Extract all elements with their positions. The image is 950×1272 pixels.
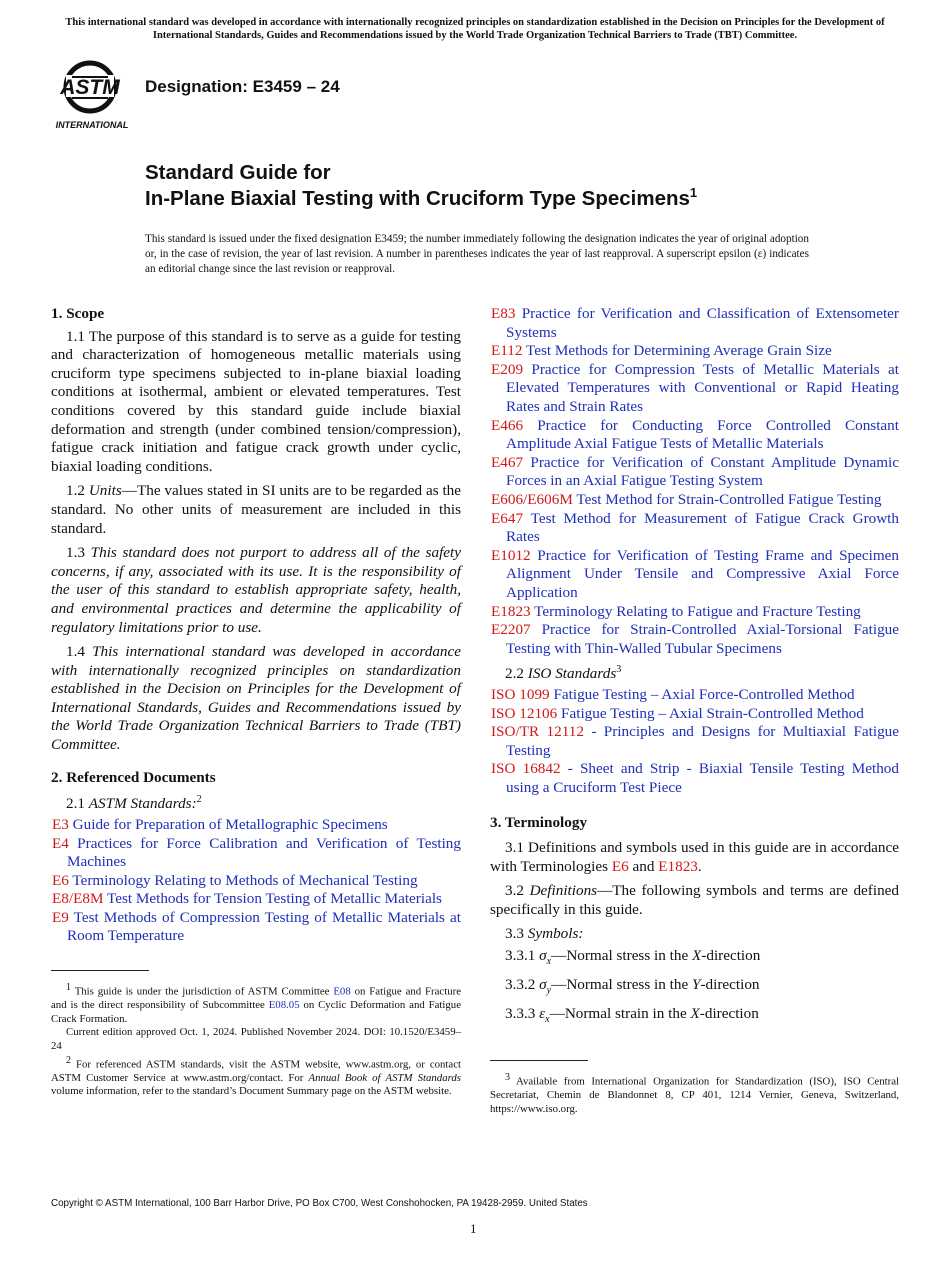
astm-reference-code[interactable]: E112 (491, 342, 523, 360)
terminology-ref-e1823[interactable]: E1823 (658, 857, 698, 875)
symbol-glyph: σ (539, 976, 547, 994)
symbol-text: —Normal stress in the (551, 976, 693, 994)
terminology-p2-text: —The following symbols and terms are defined specifically in this guide. (490, 882, 899, 918)
astm-reference-title[interactable]: Practices for Force Calibration and Verification of Testing Machines (67, 834, 461, 871)
symbol-glyph: σ (539, 947, 547, 965)
terminology-heading: 3. Terminology (490, 813, 588, 831)
astm-reference-13[interactable] (490, 603, 899, 622)
scope-paragraph-1: 1.1 The purpose of this standard is to serve as a guide for testing and characterization of homogeneous metallic materials using cruciform type specimens subjected to in-plane biaxial loading conditions at isothermal, ambient or elevated temperatures. Test conditions covered by this standard guide include biaxial deformation and strength (under combined tension/compression), fatigue crack initiation and fatigue crack growth under cyclic, biaxial loading conditions. (51, 327, 461, 475)
symbol-text: —Normal stress in the (551, 947, 693, 965)
astm-reference-title[interactable]: Terminology Relating to Fatigue and Fracture Testing (530, 602, 861, 620)
scope-p4-text: This international standard was developed in accordance with internationally recognized principles on standardization established in the Decision on Principles for the Development of International Standards, Guides and Recommendations issued by the World Trade Organization Technical Barriers to Trade (TBT) Committee. (51, 643, 462, 754)
footnote-1-text-a: This guide is under the jurisdiction of ASTM Committee (74, 985, 330, 998)
symbol-subscript: x (545, 1014, 550, 1026)
astm-footnote-mark: 2 (196, 794, 202, 806)
astm-reference-code[interactable]: E1012 (491, 546, 531, 564)
footnote-1-text-c: on Cyclic Deformation and Fatigue Crack Formation. (51, 999, 461, 1025)
symbol-axis: X (690, 1005, 700, 1023)
symbol-axis: X (692, 947, 702, 965)
astm-reference-title[interactable]: Test Methods of Compression Testing of Metallic Materials at Room Temperature (67, 908, 461, 945)
symbol-axis: Y (692, 976, 701, 994)
iso-reference-0[interactable] (490, 686, 899, 705)
title-line-2-text: In-Plane Biaxial Testing with Cruciform Type Specimens (145, 187, 690, 210)
symbol-suffix: -direction (700, 976, 760, 994)
referenced-documents-heading: 2. Referenced Documents (51, 768, 216, 786)
footnote-rule-right (490, 1060, 588, 1061)
terminology-paragraph-3 (490, 925, 899, 944)
footnote-2-text-a: For referenced ASTM standards, visit the ASTM website, www.astm.org, or contact ASTM Customer Service at www.astm.org/contact. For (51, 1058, 461, 1084)
astm-reference-title[interactable]: Test Method for Strain-Controlled Fatigue Testing (572, 490, 882, 508)
symbol-suffix: -direction (701, 947, 761, 965)
designation-year: – 24 (306, 77, 340, 96)
terminology-p2-label: Definitions (529, 882, 598, 900)
title-footnote-mark: 1 (689, 185, 698, 201)
astm-reference-code[interactable]: E2207 (491, 621, 531, 639)
astm-reference-code[interactable]: E3 (52, 815, 69, 833)
scope-p2-text: —The values stated in SI units are to be regarded as the standard. No other units of measurement are included in this standard. (51, 482, 462, 537)
iso-reference-title[interactable]: Fatigue Testing – Axial Force-Controlled Method (549, 685, 855, 703)
astm-reference-12[interactable] (490, 547, 899, 603)
left-column (51, 305, 461, 1099)
astm-reference-title[interactable]: Practice for Verification and Classification of Extensometer Systems (506, 305, 899, 341)
astm-reference-14[interactable] (490, 621, 899, 658)
iso-reference-1[interactable] (490, 705, 899, 724)
astm-reference-title[interactable]: Guide for Preparation of Metallographic Specimens (68, 815, 388, 833)
symbol-suffix: -direction (699, 1005, 759, 1023)
astm-reference-code[interactable]: E466 (491, 416, 524, 434)
astm-label: ASTM Standards: (88, 795, 197, 813)
footnote-1-link-e08[interactable]: E08 (333, 985, 351, 998)
footnotes-left (51, 981, 461, 1099)
scope-p2-number: 1.2 (66, 482, 85, 500)
svg-text:INTERNATIONAL: INTERNATIONAL (55, 120, 129, 130)
iso-label: ISO Standards (527, 665, 617, 683)
iso-standards-subheading (490, 661, 899, 684)
symbol-text: —Normal strain in the (549, 1005, 691, 1023)
scope-heading: 1. Scope (51, 305, 105, 322)
symbol-subscript: x (546, 956, 552, 968)
footnote-rule-left (51, 970, 149, 971)
astm-reference-1[interactable] (51, 835, 461, 872)
astm-reference-code[interactable]: E9 (52, 908, 69, 926)
designation-label: Designation: E3459 (145, 77, 302, 96)
astm-reference-code[interactable]: E4 (52, 834, 69, 852)
title-line-1: Standard Guide for (145, 161, 331, 184)
astm-reference-title[interactable]: Terminology Relating to Methods of Mechanical Testing (68, 871, 418, 889)
iso-footnote-mark: 3 (616, 664, 622, 676)
symbol-subscript: y (546, 985, 552, 997)
symbol-number: 3.3.3 (505, 1005, 540, 1023)
iso-number: 2.2 (505, 665, 524, 683)
scope-paragraph-4 (51, 643, 461, 755)
astm-standards-subheading (51, 791, 461, 814)
svg-text:ASTM: ASTM (60, 76, 120, 99)
iso-reference-3[interactable] (490, 760, 899, 797)
astm-reference-3[interactable] (51, 890, 461, 909)
title-line-2 (145, 186, 697, 212)
astm-reference-10[interactable] (490, 491, 899, 510)
designation (145, 77, 340, 97)
terminology-p2-number: 3.2 (505, 882, 524, 900)
astm-reference-title[interactable]: Test Method for Measurement of Fatigue Crack Growth Rates (506, 509, 899, 546)
terminology-p1-text: 3.1 Definitions and symbols used in this guide are in accordance with Terminologies (490, 839, 899, 875)
scope-p4-number: 1.4 (66, 643, 85, 661)
symbol-number: 3.3.1 (505, 947, 540, 965)
astm-reference-code[interactable]: E6 (52, 871, 69, 889)
iso-reference-code[interactable]: ISO 16842 (491, 760, 561, 778)
astm-reference-4[interactable] (51, 909, 461, 946)
terminology-ref-e6[interactable]: E6 (611, 857, 629, 875)
astm-reference-code[interactable]: E647 (491, 509, 524, 527)
astm-reference-2[interactable] (51, 872, 461, 891)
document-title (145, 160, 697, 212)
footnote-2-text-b: volume information, refer to the standard’s Document Summary page on the ASTM website. (51, 1085, 452, 1098)
astm-reference-list-right (490, 305, 899, 658)
symbols-list (490, 947, 899, 1030)
astm-reference-title[interactable]: Practice for Verification of Testing Frame and Specimen Alignment Under Tensile and Compressive Axial Force Application (506, 546, 899, 601)
terminology-paragraph-1: 3.1 Definitions and symbols used in this guide are in accordance with Terminologies E6 and E1823. (490, 839, 899, 875)
iso-reference-code[interactable]: ISO 12106 (491, 704, 558, 722)
iso-reference-code[interactable]: ISO 1099 (491, 685, 550, 703)
terminology-p1-and: and (632, 857, 655, 875)
astm-reference-8[interactable] (490, 417, 899, 454)
astm-reference-9[interactable] (490, 454, 899, 491)
scope-p3-text: This standard does not purport to address all of the safety concerns, if any, associated with its use. It is the responsibility of the user of this standard to establish appropriate safety, health, and environmental practices and determine the applicability of regulatory limitations prior to use. (51, 544, 462, 636)
iso-reference-title[interactable]: - Sheet and Strip - Biaxial Tensile Testing Method using a Cruciform Test Piece (506, 760, 899, 796)
astm-reference-title[interactable]: Practice for Strain-Controlled Axial-Torsional Fatigue Testing with Thin-Walled Tubular Specimens (506, 621, 899, 657)
footnote-3-mark: 3 (505, 1071, 510, 1083)
symbol-definition (490, 1005, 899, 1030)
footnotes-right (490, 1071, 899, 1116)
astm-logo-graphic (52, 55, 136, 131)
astm-number: 2.1 (66, 795, 85, 813)
astm-reference-title[interactable]: Practice for Compression Tests of Metallic Materials at Elevated Temperatures with Conventional or Rapid Heating Rates and Strain Rates (506, 360, 899, 415)
astm-reference-code[interactable]: E467 (491, 453, 524, 471)
astm-reference-title[interactable]: Practice for Verification of Constant Amplitude Dynamic Forces in an Axial Fatigue Testing System (506, 453, 899, 490)
astm-reference-list-left (51, 816, 461, 946)
scope-paragraph-3 (51, 544, 461, 637)
intro-statement: This standard is issued under the fixed designation E3459; the number immediately following the designation indicates the year of original adoption or, in the case of revision, the year of last revision. A number in parentheses indicates the year of last reapproval. A superscript epsilon (ε) indicates an editorial change since the last revision or reapproval. (145, 233, 809, 275)
astm-reference-7[interactable] (490, 361, 899, 417)
iso-reference-title[interactable]: - Principles and Designs for Multiaxial Fatigue Testing (506, 723, 899, 759)
astm-reference-title[interactable]: Test Methods for Determining Average Grain Size (522, 342, 832, 360)
astm-reference-0[interactable] (51, 816, 461, 835)
iso-reference-2[interactable] (490, 723, 899, 760)
astm-reference-6[interactable] (490, 342, 899, 361)
footnote-1-edition: Current edition approved Oct. 1, 2024. Published November 2024. DOI: 10.1520/E3459–24 (51, 1026, 461, 1053)
scope-p2-label: Units (88, 482, 122, 500)
scope-p3-number: 1.3 (66, 544, 85, 562)
copyright-line: Copyright © ASTM International, 100 Barr Harbor Drive, PO Box C700, West Conshohocken, PA 19428-2959. United States (51, 1198, 588, 1209)
astm-reference-code[interactable]: E209 (491, 360, 524, 378)
iso-reference-code[interactable]: ISO/TR 12112 (491, 723, 584, 741)
iso-reference-list (490, 686, 899, 798)
terminology-p3-label: Symbols: (527, 925, 584, 943)
footnote-1-text-b: on Fatigue and Fracture and is the direct responsibility of Subcommittee (51, 985, 462, 1012)
astm-reference-code[interactable]: E606/E606M (491, 490, 573, 508)
page-number: 1 (470, 1221, 477, 1236)
right-column (490, 305, 899, 1116)
astm-reference-title[interactable]: Test Methods for Tension Testing of Metallic Materials (103, 890, 442, 908)
astm-reference-code[interactable]: E83 (491, 305, 516, 322)
symbol-definition (490, 976, 899, 1001)
footnote-1-link-e0805[interactable]: E08.05 (268, 999, 300, 1012)
top-notice: This international standard was developed in accordance with internationally recognized principles on standardization established in the Decision on Principles for the Development of International Standards, Guides and Recommendations issued by the World Trade Organization Technical Barriers to Trade (TBT) Committee. (65, 17, 885, 41)
astm-reference-11[interactable] (490, 510, 899, 547)
symbol-definition (490, 947, 899, 972)
astm-logo (52, 55, 136, 131)
footnote-3-text: Available from International Organization for Standardization (ISO), ISO Central Secretariat, Chemin de Blandonnet 8, CP 401, 1214 Vernier, Geneva, Switzerland, https://www.iso.org. (490, 1075, 900, 1115)
astm-reference-code[interactable]: E8/E8M (52, 890, 104, 908)
symbol-number: 3.3.2 (505, 976, 540, 994)
symbol-glyph: ε (539, 1005, 546, 1023)
footnote-1-mark: 1 (66, 982, 71, 994)
terminology-paragraph-2 (490, 882, 899, 919)
footnote-2-italic: Annual Book of ASTM Standards (308, 1071, 461, 1084)
scope-paragraph-2 (51, 482, 461, 538)
footnote-2-mark: 2 (66, 1054, 71, 1066)
astm-reference-title[interactable]: Practice for Conducting Force Controlled Constant Amplitude Axial Fatigue Tests of Metallic Materials (506, 416, 899, 453)
terminology-p3-number: 3.3 (505, 925, 524, 943)
astm-reference-code[interactable]: E1823 (491, 602, 531, 620)
astm-reference-5[interactable] (490, 305, 899, 342)
iso-reference-title[interactable]: Fatigue Testing – Axial Strain-Controlled Method (557, 704, 864, 722)
